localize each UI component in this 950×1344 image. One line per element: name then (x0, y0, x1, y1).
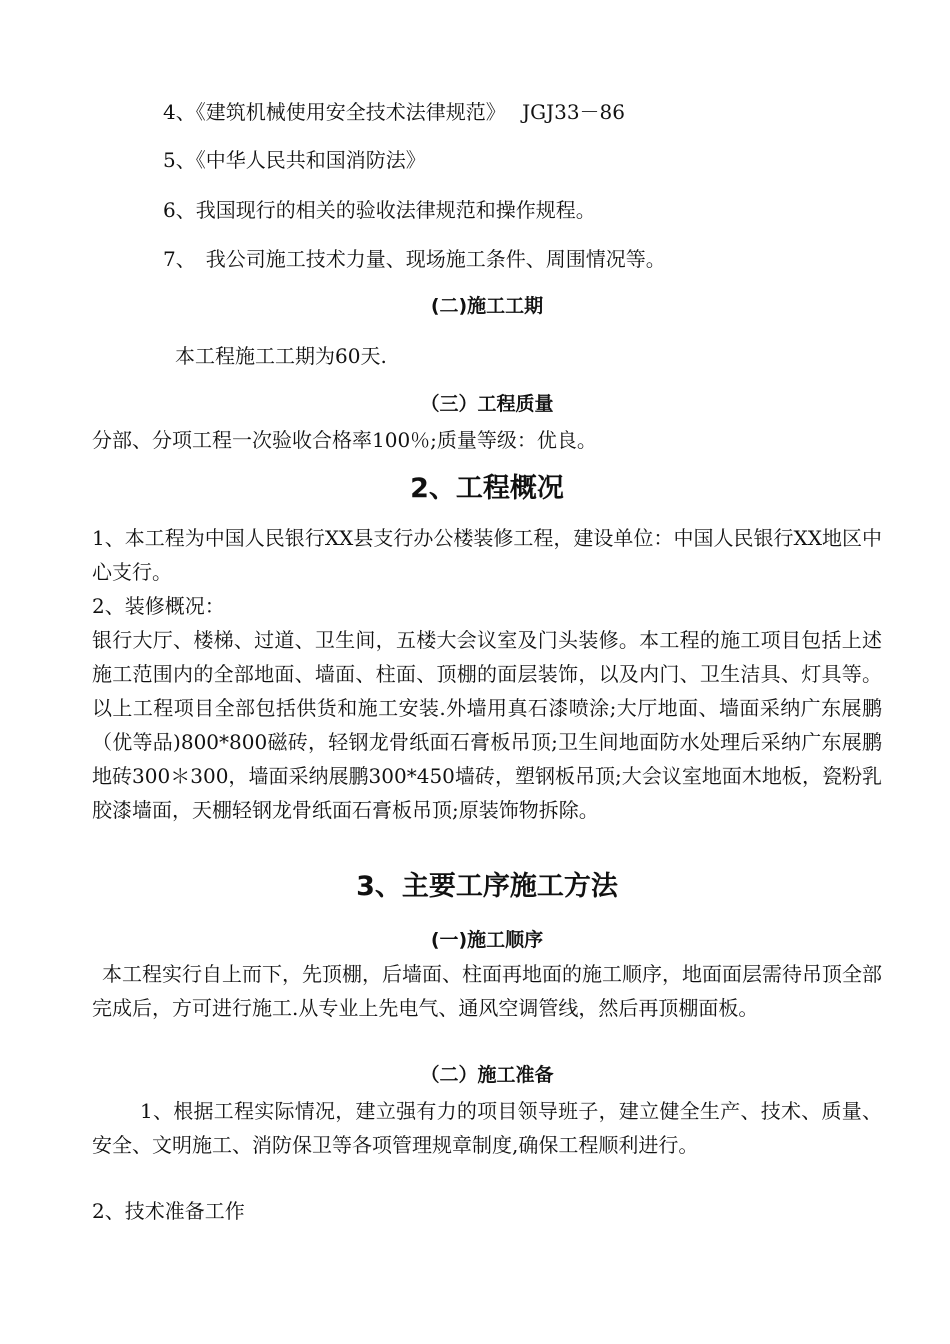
overview-paragraph-3: 银行大厅、楼梯、过道、卫生间，五楼大会议室及门头装修。本工程的施工项目包括上述施工范围内的全部地面、墙面、柱面、顶棚的面层装饰，以及内门、卫生洁具、灯具等。以上工程项目全部包括供货和施工安装.外墙用真石漆喷涂;大厅地面、墙面采纳广东展鹏（优等品)800*800磁砖，轻钢龙骨纸面石膏板吊顶;卫生间地面防水处理后采纳广东展鹏地砖300＊300，墙面采纳展鹏300*450墙砖，塑钢板吊顶;大会议室地面木地板，瓷粉乳胶漆墙面，天棚轻钢龙骨纸面石膏板吊顶;原装饰物拆除。 (92, 628, 882, 822)
reference-item-7: 7、 我公司施工技术力量、现场施工条件、周围情况等。 (163, 247, 666, 271)
schedule-heading: (二)施工工期 (430, 295, 544, 317)
sequence-heading: (一)施工顺序 (430, 929, 544, 951)
overview-label-2: 2、装修概况： (92, 594, 225, 618)
schedule-text: 本工程施工工期为60天. (175, 344, 387, 368)
reference-item-4: 4、《建筑机械使用安全技术法律规范》 JGJ33－86 (163, 100, 625, 124)
reference-item-6: 6、我国现行的相关的验收法律规范和操作规程。 (163, 198, 596, 222)
prep-heading: （二）施工准备 (420, 1064, 554, 1086)
overview-paragraph-1: 1、本工程为中国人民银行XX县支行办公楼装修工程，建设单位：中国人民银行XX地区中心支行。 (92, 526, 882, 584)
quality-text: 分部、分项工程一次验收合格率100％;质量等级：优良。 (92, 428, 597, 452)
reference-item-5: 5、《中华人民共和国消防法》 (163, 148, 426, 172)
methods-heading: 3、主要工序施工方法 (356, 871, 618, 902)
prep-item-2: 2、技术准备工作 (92, 1199, 245, 1223)
overview-heading: 2、工程概况 (410, 473, 564, 504)
sequence-paragraph: 本工程实行自上而下，先顶棚，后墙面、柱面再地面的施工顺序，地面面层需待吊顶全部完成后，方可进行施工.从专业上先电气、通风空调管线，然后再顶棚面板。 (92, 962, 882, 1020)
prep-paragraph: 1、根据工程实际情况，建立强有力的项目领导班子，建立健全生产、技术、质量、安全、文明施工、消防保卫等各项管理规章制度,确保工程顺利进行。 (92, 1099, 882, 1157)
quality-heading: （三）工程质量 (420, 393, 554, 415)
